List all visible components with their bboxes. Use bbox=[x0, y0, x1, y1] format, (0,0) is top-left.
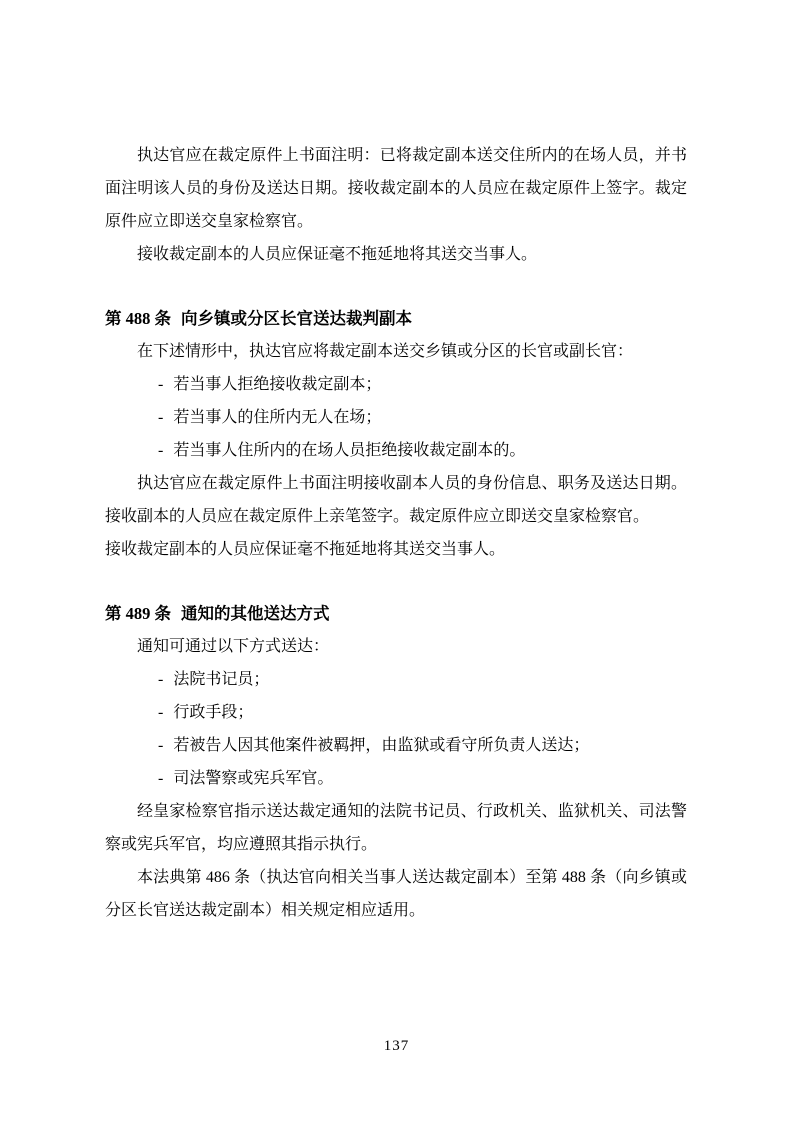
bullet-dash: - bbox=[158, 671, 164, 688]
list-item bbox=[105, 434, 687, 467]
bullet-text: 若被告人因其他案件被羁押，由监狱或看守所负责人送达； bbox=[173, 737, 590, 754]
article-489-number: 第 489 条 bbox=[105, 604, 171, 623]
paragraph: 在下述情形中，执达官应将裁定副本送交乡镇或分区的长官或副长官： bbox=[137, 343, 634, 360]
bullet-dash: - bbox=[158, 442, 164, 459]
paragraph: 本法典第 486 条（执达官向相关当事人送达裁定副本）至第 488 条（向乡镇或分区长官送达裁定副本）相关规定相应适用。 bbox=[105, 869, 687, 919]
bullet-dash: - bbox=[158, 409, 164, 426]
page-footer bbox=[0, 1036, 793, 1056]
article-488-number: 第 488 条 bbox=[105, 309, 171, 328]
bullet-dash: - bbox=[158, 704, 164, 721]
bullet-dash: - bbox=[158, 737, 164, 754]
article-489-title: 通知的其他送达方式 bbox=[181, 604, 330, 623]
bullet-text: 若当事人的住所内无人在场； bbox=[173, 409, 382, 426]
list-item bbox=[105, 663, 687, 696]
article-489-bullet-list bbox=[105, 663, 687, 795]
paragraph: 执达官应在裁定原件上书面注明：已将裁定副本送交住所内的在场人员，并书面注明该人员的身份及送达日期。接收裁定副本的人员应在裁定原件上签字。裁定原件应立即送交皇家检察官。 bbox=[105, 147, 687, 230]
bullet-text: 司法警察或宪兵军官。 bbox=[173, 770, 334, 787]
bullet-text: 若当事人住所内的在场人员拒绝接收裁定副本的。 bbox=[173, 442, 526, 459]
list-item bbox=[105, 696, 687, 729]
list-item bbox=[105, 762, 687, 795]
list-item bbox=[105, 401, 687, 434]
paragraph: 接收裁定副本的人员应保证毫不拖延地将其送交当事人。 bbox=[105, 541, 506, 558]
page-number: 137 bbox=[383, 1038, 410, 1054]
article-488-title: 向乡镇或分区长官送达裁判副本 bbox=[181, 309, 412, 328]
article-488-heading bbox=[105, 302, 687, 335]
article-488-bullet-list bbox=[105, 368, 687, 467]
bullet-dash: - bbox=[158, 770, 164, 787]
list-item bbox=[105, 729, 687, 762]
bullet-text: 行政手段； bbox=[173, 704, 254, 721]
bullet-dash: - bbox=[158, 376, 164, 393]
paragraph: 接收裁定副本的人员应保证毫不拖延地将其送交当事人。 bbox=[137, 246, 538, 263]
bullet-text: 若当事人拒绝接收裁定副本； bbox=[173, 376, 382, 393]
article-489-heading bbox=[105, 597, 687, 630]
bullet-text: 法院书记员； bbox=[173, 671, 270, 688]
paragraph: 经皇家检察官指示送达裁定通知的法院书记员、行政机关、监狱机关、司法警察或宪兵军官，均应遵照其指示执行。 bbox=[105, 803, 687, 853]
paragraph: 通知可通过以下方式送达： bbox=[137, 638, 330, 655]
list-item bbox=[105, 368, 687, 401]
page-content bbox=[105, 139, 687, 927]
paragraph: 执达官应在裁定原件上书面注明接收副本人员的身份信息、职务及送达日期。接收副本的人员应在裁定原件上亲笔签字。裁定原件应立即送交皇家检察官。 bbox=[105, 475, 687, 525]
